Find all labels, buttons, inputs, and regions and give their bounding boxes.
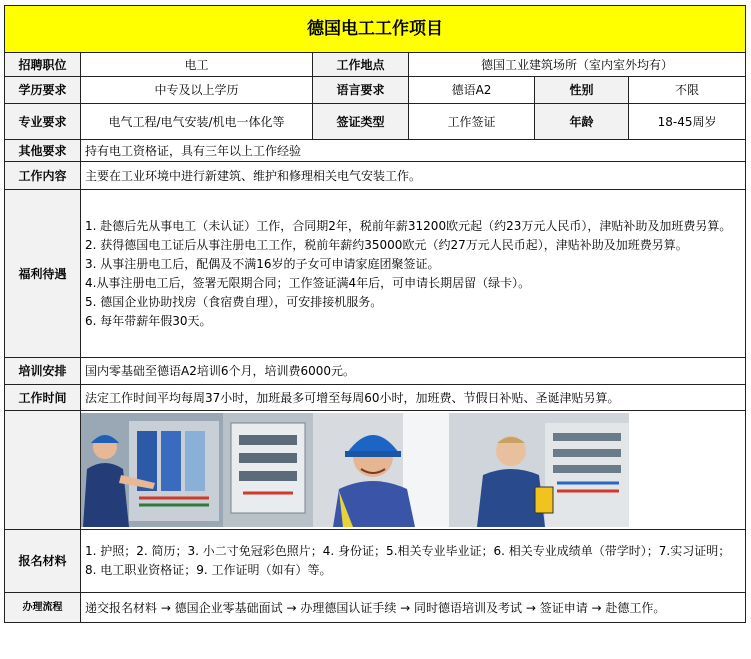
education-label: 学历要求 xyxy=(5,77,81,104)
process-value: 递交报名材料 → 德国企业零基础面试 → 办理德国认证手续 → 同时德语培训及考试 → 签证申请 → 赴德工作。 xyxy=(81,593,746,623)
hours-label: 工作时间 xyxy=(5,385,81,411)
electrician-photo-2 xyxy=(223,413,449,527)
gender-label: 性别 xyxy=(535,77,629,104)
photos-strip xyxy=(81,411,746,530)
process-label: 办理流程 xyxy=(5,593,81,623)
position-label: 招聘职位 xyxy=(5,53,81,77)
language-value: 德语A2 xyxy=(409,77,535,104)
page-title: 德国电工工作项目 xyxy=(5,6,746,53)
materials-label: 报名材料 xyxy=(5,530,81,593)
benefit-item: 1. 赴德后先从事电工（未认证）工作，合同期2年，税前年薪31200欧元起（约23万元人民币），津贴补助及加班费另算。 xyxy=(85,218,732,233)
visa-value: 工作签证 xyxy=(409,104,535,140)
position-value: 电工 xyxy=(81,53,313,77)
training-label: 培训安排 xyxy=(5,358,81,385)
major-label: 专业要求 xyxy=(5,104,81,140)
materials-value: 1. 护照；2. 简历；3. 小二寸免冠彩色照片；4. 身份证；5.相关专业毕业证；6. 相关专业成绩单（带学时）；7.实习证明；8. 电工职业资格证；9. 工作证明（如有）等。 xyxy=(81,530,746,593)
other-label: 其他要求 xyxy=(5,140,81,162)
location-label: 工作地点 xyxy=(313,53,409,77)
electrician-photo-1 xyxy=(81,413,224,527)
age-value: 18-45周岁 xyxy=(629,104,746,140)
benefits-list xyxy=(81,190,746,358)
photos-label-cell xyxy=(5,411,81,530)
benefit-item: 4.从事注册电工后，签署无限期合同；工作签证满4年后，可申请长期居留（绿卡）。 xyxy=(85,275,531,290)
benefit-item: 5. 德国企业协助找房（食宿费自理），可安排接机服务。 xyxy=(85,294,383,309)
job-posting-sheet xyxy=(4,5,745,623)
benefit-item: 3. 从事注册电工后，配偶及不满16岁的子女可申请家庭团聚签证。 xyxy=(85,256,440,271)
benefit-item: 6. 每年带薪年假30天。 xyxy=(85,313,212,328)
hours-value: 法定工作时间平均每周37小时，加班最多可增至每周60小时，加班费、节假日补贴、圣诞津贴另算。 xyxy=(81,385,746,411)
education-value: 中专及以上学历 xyxy=(81,77,313,104)
other-value: 持有电工资格证，具有三年以上工作经验 xyxy=(81,140,746,162)
job-table xyxy=(4,5,746,623)
visa-label: 签证类型 xyxy=(313,104,409,140)
language-label: 语言要求 xyxy=(313,77,409,104)
training-value: 国内零基础至德语A2培训6个月，培训费6000元。 xyxy=(81,358,746,385)
benefit-item: 2. 获得德国电工证后从事注册电工工作，税前年薪约35000欧元（约27万元人民币起），津贴补助及加班费另算。 xyxy=(85,237,688,252)
major-value: 电气工程/电气安装/机电一体化等 xyxy=(81,104,313,140)
benefits-label: 福利待遇 xyxy=(5,190,81,358)
content-value: 主要在工业环境中进行新建筑、维护和修理相关电气安装工作。 xyxy=(81,162,746,190)
content-label: 工作内容 xyxy=(5,162,81,190)
age-label: 年龄 xyxy=(535,104,629,140)
location-value: 德国工业建筑场所（室内室外均有） xyxy=(409,53,746,77)
gender-value: 不限 xyxy=(629,77,746,104)
electrician-photo-3 xyxy=(449,413,629,527)
